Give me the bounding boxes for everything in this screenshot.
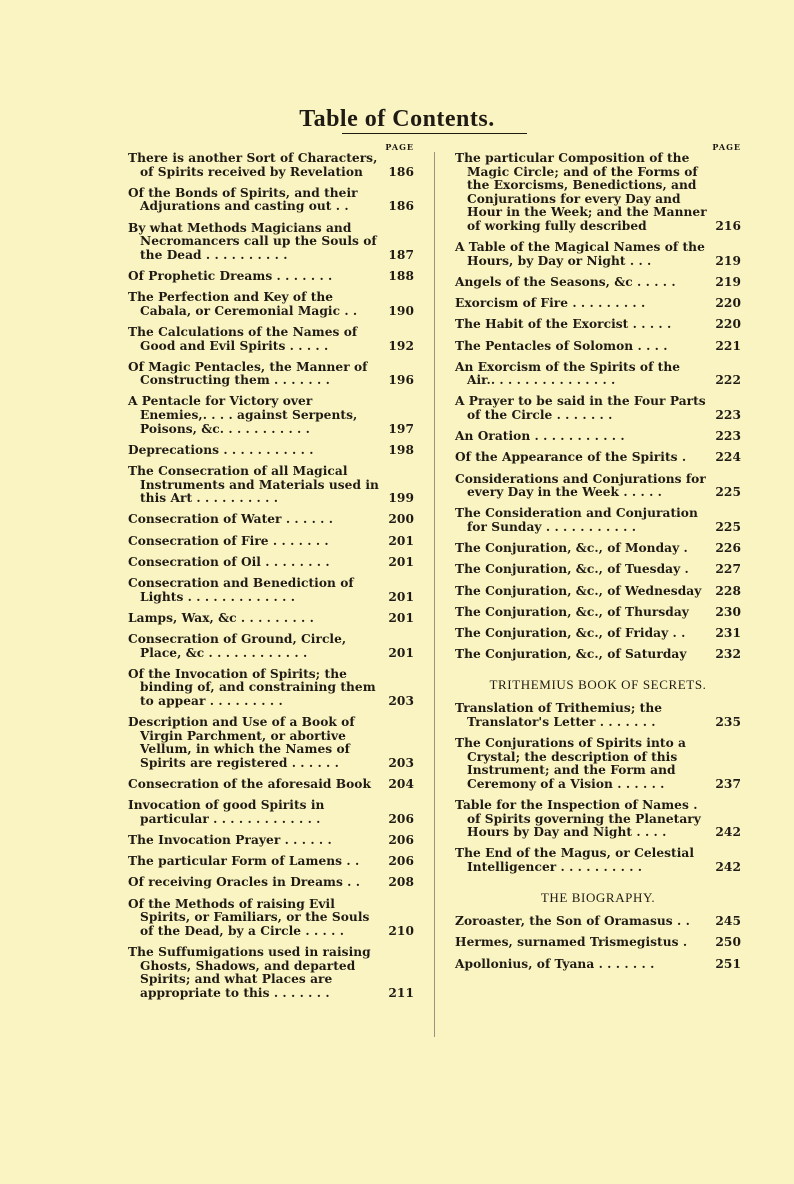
toc-entry-page: 201 [388,589,414,604]
trithemius-entries [455,702,741,874]
toc-entry-page: 188 [388,268,414,283]
toc-entry-page: 220 [715,296,741,311]
toc-entry-title: Of the Bonds of Spirits, and their Adjurations and casting out . . [128,185,358,214]
toc-entry-title: The Pentacles of Solomon . . . . [455,338,668,353]
toc-entry-title: The particular Composition of the Magic Circle; and of the Forms of the Exorcisms, Benedictions, and Conjurations for every Day and Hour in the Week; and the Manner of working fully described [455,151,707,233]
toc-entry-title: The Conjuration, &c., of Friday . . [455,625,686,640]
toc-entry-title: By what Methods Magicians and Necromancers call up the Souls of the Dead . . . . . . . . . . [128,220,377,262]
toc-entry-page: 242 [715,860,741,875]
toc-entry [455,395,741,422]
toc-entry-page: 190 [388,303,414,318]
toc-entry [455,276,741,290]
toc-entry-title: Of the Invocation of Spirits; the binding of, and constraining them to appear . . . . . . . . . [128,666,376,708]
toc-entry-page: 201 [388,533,414,548]
toc-entry [455,702,741,729]
title-underline [342,133,527,134]
right-entries [455,152,741,662]
toc-entry-page: 232 [715,647,741,662]
toc-entry-page: 219 [715,274,741,289]
toc-entry-page: 251 [715,956,741,971]
toc-entry-title: Of receiving Oracles in Dreams . . [128,875,361,890]
toc-entry-title: Apollonius, of Tyana . . . . . . . [455,956,655,971]
toc-entry-title: A Prayer to be said in the Four Parts of the Circle . . . . . . . [455,394,706,423]
toc-entry-page: 197 [388,421,414,436]
toc-entry [128,834,414,848]
toc-entry [455,361,741,388]
toc-entry-title: Consecration of the aforesaid Book [128,777,371,792]
toc-entry-title: The Calculations of the Names of Good and Evil Spirits . . . . . [128,324,358,353]
toc-entry [455,847,741,874]
toc-entry-title: Consecration and Benediction of Lights . . . . . . . . . . . . . [128,575,354,604]
toc-entry-page: 196 [388,373,414,388]
toc-entry-page: 200 [388,512,414,527]
toc-entry-title: Consecration of Water . . . . . . [128,512,334,527]
page-title: Table of Contents. [299,106,495,132]
toc-entry-page: 206 [388,854,414,869]
toc-entry-title: Angels of the Seasons, &c . . . . . [455,274,676,289]
toc-entry-page: 242 [715,825,741,840]
toc-entry-title: A Table of the Magical Names of the Hours, by Day or Night . . . [455,240,705,268]
toc-entry-title: The Conjuration, &c., of Tuesday . [455,562,689,577]
toc-entry-title: The Perfection and Key of the Cabala, or Ceremonial Magic . . [128,290,358,318]
toc-entry [128,577,414,604]
toc-entry-page: 203 [388,755,414,770]
toc-entry-title: Of Prophetic Dreams . . . . . . . [128,268,333,283]
toc-entry [128,326,414,353]
toc-entry-page: 220 [715,317,741,332]
toc-entry [455,542,741,556]
left-entries [128,152,414,1000]
section-heading-biography: THE BIOGRAPHY. [540,889,656,905]
toc-entry [128,716,414,770]
toc-entry-title: Consecration of Ground, Circle, Place, &c . . . . . . . . . . . . [128,631,347,660]
toc-entry [455,958,741,972]
toc-entry-page: 186 [388,164,414,179]
toc-entry-title: The Conjuration, &c., of Wednesday [455,583,702,598]
toc-entry-title: The Consideration and Conjuration for Sunday . . . . . . . . . . . [455,506,698,534]
toc-entry-page: 206 [388,811,414,826]
toc-entry [128,187,414,214]
toc-entry-title: Table for the Inspection of Names . of Spirits governing the Planetary Hours by Day and Night . . . . [455,798,701,840]
toc-entry-page: 221 [715,338,741,353]
toc-entry-page: 227 [715,562,741,577]
toc-entry-title: The Suffumigations used in raising Ghosts, Shadows, and departed Spirits; and what Places are appropriate to this . . . . . . . [128,944,371,1000]
right-column [455,142,741,979]
toc-entry-page: 216 [715,218,741,233]
toc-entry [128,633,414,660]
toc-entry [455,241,741,268]
toc-entry-title: A Pentacle for Victory over Enemies,. . . . against Serpents, Poisons, &c. . . . . . . . . . . [128,394,358,436]
toc-entry [455,507,741,534]
toc-entry-title: Lamps, Wax, &c . . . . . . . . . [128,610,314,625]
toc-entry-title: The particular Form of Lamens . . [128,854,360,869]
toc-entry [128,898,414,939]
toc-entry [128,535,414,549]
column-divider [434,152,435,1037]
toc-entry [128,222,414,263]
toc-entry-page: 211 [388,985,414,1000]
toc-entry-title: Invocation of good Spirits in particular . . . . . . . . . . . . . [128,798,325,826]
toc-entry-title: There is another Sort of Characters, of Spirits received by Revelation [128,151,378,179]
toc-entry [455,606,741,620]
section-heading-trithemius: TRITHEMIUS BOOK OF SECRETS. [489,676,707,692]
toc-entry-page: 199 [388,491,414,506]
toc-entry [128,152,414,179]
toc-entry [128,612,414,626]
toc-entry [128,361,414,388]
toc-entry-page: 223 [715,408,741,423]
toc-entry-page: 198 [388,442,414,457]
toc-entry [455,563,741,577]
toc-entry [128,291,414,318]
toc-entry-title: An Oration . . . . . . . . . . . [455,429,625,444]
toc-entry-title: Deprecations . . . . . . . . . . . [128,442,314,457]
toc-entry [455,799,741,840]
toc-entry-title: The End of the Magus, or Celestial Intelligencer . . . . . . . . . . [455,846,695,875]
toc-entry-title: Consecration of Oil . . . . . . . . [128,554,330,569]
page-column-label: PAGE [712,142,741,152]
toc-entry-page: 186 [388,199,414,214]
toc-entry-title: The Consecration of all Magical Instruments and Materials used in this Art . . . . . . . . . . [128,464,379,506]
toc-entry [455,648,741,662]
toc-entry [128,876,414,890]
toc-entry-title: Zoroaster, the Son of Oramasus . . [455,914,690,929]
toc-entry-title: Of the Methods of raising Evil Spirits, or Familiars, or the Souls of the Dead, by a Circle . . . . . [128,896,370,938]
toc-entry [128,395,414,436]
toc-entry [128,465,414,506]
toc-entry [455,473,741,500]
toc-entry-title: The Conjuration, &c., of Monday . [455,541,688,556]
left-column [128,142,414,1008]
toc-entry-page: 204 [388,777,414,792]
toc-entry [128,668,414,709]
toc-entry-page: 222 [715,373,741,388]
toc-entry-page: 224 [715,450,741,465]
toc-entry-title: The Conjuration, &c., of Thursday [455,604,689,619]
toc-entry-page: 231 [715,625,741,640]
toc-entry [128,778,414,792]
toc-entry-title: Consecration of Fire . . . . . . . [128,533,329,548]
toc-entry-page: 201 [388,610,414,625]
toc-entry-page: 225 [715,520,741,534]
toc-entry-page: 226 [715,541,741,556]
toc-entry [455,585,741,599]
toc-entry-title: An Exorcism of the Spirits of the Air.. . . . . . . . . . . . . . . [455,359,681,388]
toc-entry-title: Of Magic Pentacles, the Manner of Constructing them . . . . . . . [128,359,368,388]
toc-entry-title: The Conjurations of Spirits into a Crystal; the description of this Instrument; and the Form and Ceremony of a Vision . . . . . . [455,736,687,791]
toc-entry-title: Exorcism of Fire . . . . . . . . . [455,296,646,311]
toc-entry [128,799,414,826]
toc-entry-page: 228 [715,583,741,598]
toc-entry-page: 250 [715,935,741,950]
toc-entry-page: 208 [388,875,414,890]
toc-entry-page: 235 [715,714,741,729]
toc-entry-page: 230 [715,604,741,619]
toc-entry-page: 206 [388,833,414,848]
toc-entry-title: The Conjuration, &c., of Saturday [455,647,687,662]
toc-entry [128,946,414,1000]
toc-entry-page: 225 [715,485,741,500]
toc-entry-page: 210 [388,923,414,938]
toc-entry [455,297,741,311]
toc-entry [455,627,741,641]
toc-entry-title: Description and Use of a Book of Virgin Parchment, or abortive Vellum, in which the Names of Spirits are registered . . . . . . [128,715,355,770]
toc-entry [455,915,741,929]
toc-entry-page: 201 [388,554,414,569]
toc-entry [128,513,414,527]
toc-entry [455,430,741,444]
toc-entry-title: Hermes, surnamed Trismegistus . [455,935,688,950]
toc-entry-page: 237 [715,776,741,791]
toc-entry [455,936,741,950]
toc-entry-title: The Habit of the Exorcist . . . . . [455,317,672,332]
toc-entry [455,451,741,465]
toc-entry [455,737,741,791]
page-column-label: PAGE [385,142,414,152]
toc-entry [128,855,414,869]
toc-entry [455,152,741,234]
toc-entry-title: Of the Appearance of the Spirits . [455,450,687,465]
biography-entries [455,915,741,971]
toc-entry [128,444,414,458]
toc-entry-title: The Invocation Prayer . . . . . . [128,833,332,848]
toc-entry-page: 201 [388,645,414,660]
toc-entry-page: 187 [388,247,414,262]
toc-entry [455,318,741,332]
toc-entry-page: 223 [715,429,741,444]
toc-entry-page: 192 [388,338,414,353]
toc-entry-page: 245 [715,914,741,929]
toc-entry [128,556,414,570]
toc-entry-page: 219 [715,253,741,268]
toc-entry-title: Translation of Trithemius; the Translator's Letter . . . . . . . [455,701,663,729]
toc-entry-page: 203 [388,693,414,708]
toc-entry [455,340,741,354]
toc-entry-title: Considerations and Conjurations for every Day in the Week . . . . . [455,471,706,500]
toc-entry [128,270,414,284]
